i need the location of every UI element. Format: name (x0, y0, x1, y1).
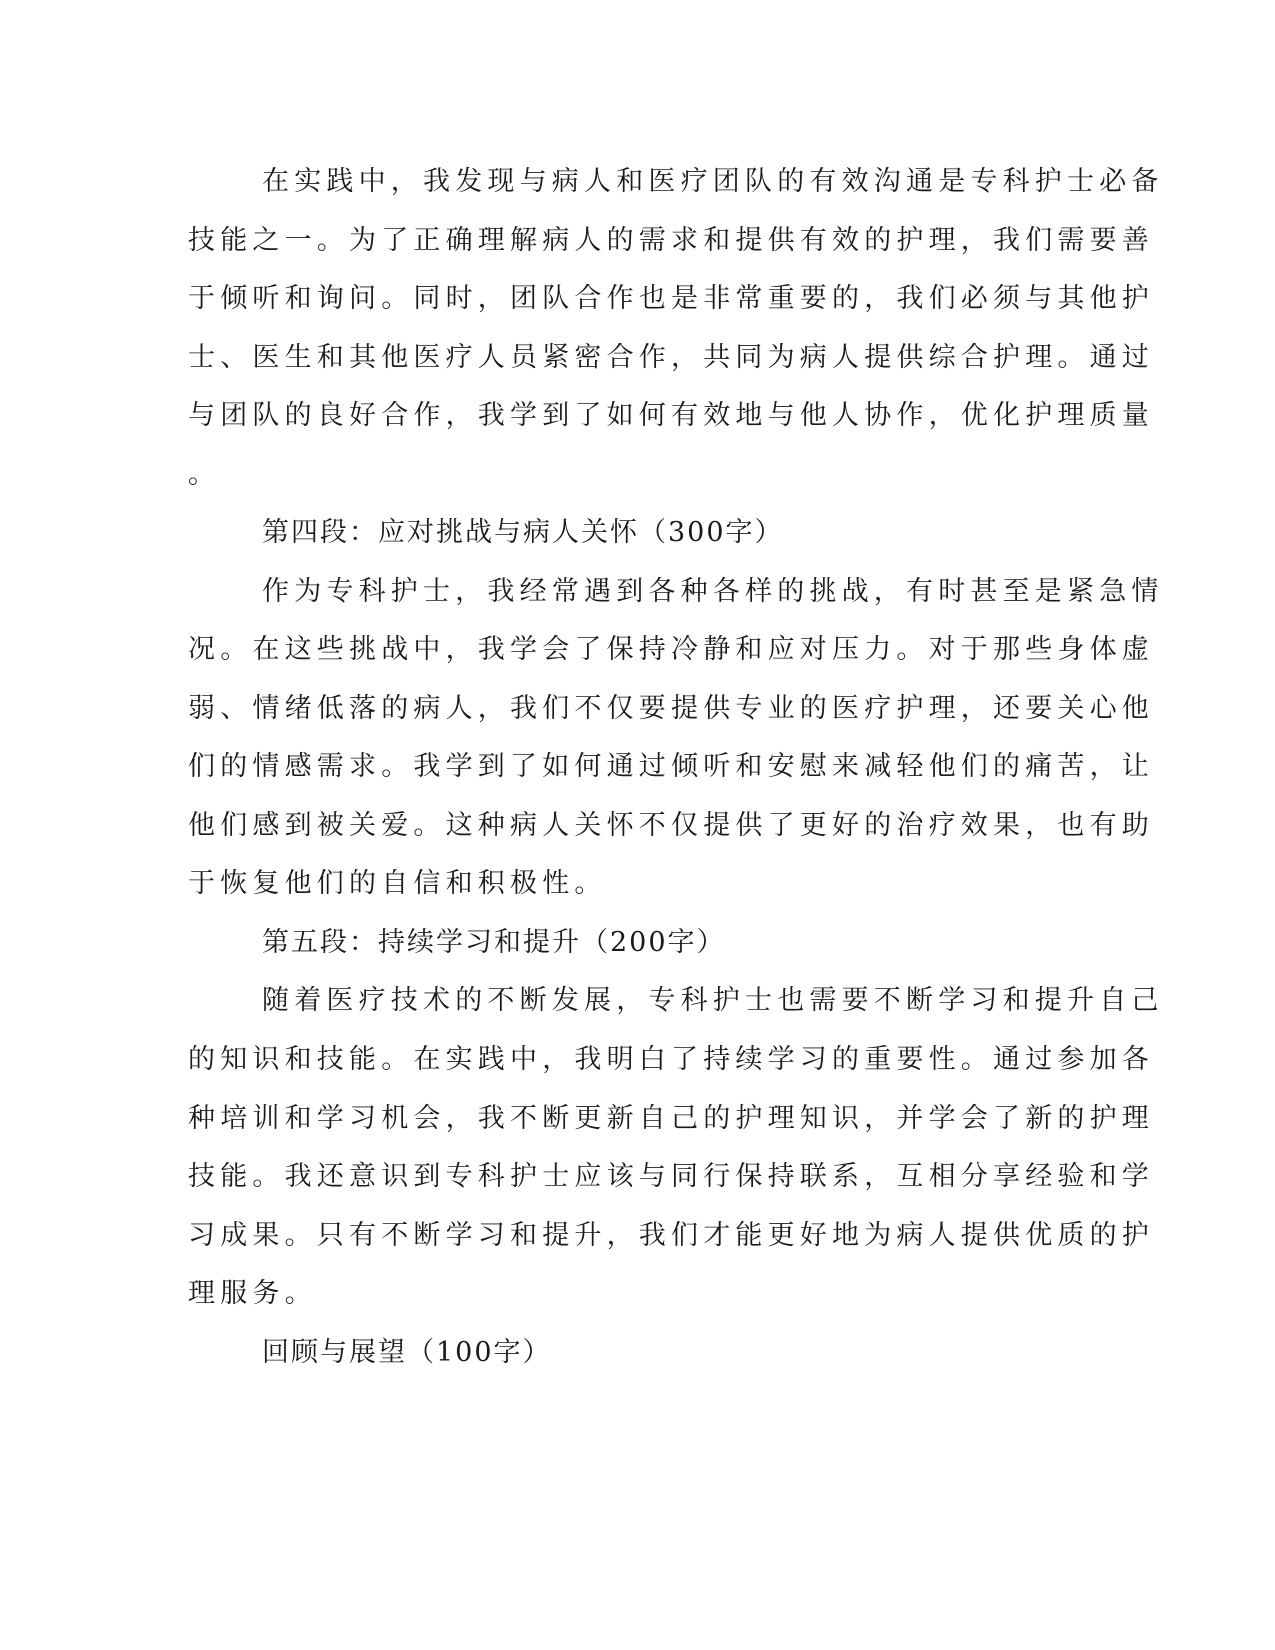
paragraph-line: 弱、情绪低落的病人，我们不仅要提供专业的医疗护理，还要关心他 (188, 693, 1154, 724)
paragraph-line: 技能之一。为了正确理解病人的需求和提供有效的护理，我们需要善 (188, 225, 1154, 256)
section-heading: 第四段：应对挑战与病人关怀（300字） (262, 517, 784, 548)
paragraph-line: 在实践中，我发现与病人和医疗团队的有效沟通是专科护士必备 (262, 166, 1164, 197)
paragraph-line: 们的情感需求。我学到了如何通过倾听和安慰来减轻他们的痛苦，让 (188, 751, 1154, 782)
paragraph-line: 种培训和学习机会，我不断更新自己的护理知识，并学会了新的护理 (188, 1103, 1154, 1134)
paragraph-line: 作为专科护士，我经常遇到各种各样的挑战，有时甚至是紧急情 (262, 576, 1164, 607)
section-heading: 第五段：持续学习和提升（200字） (262, 927, 726, 958)
paragraph-line: 他们感到被关爱。这种病人关怀不仅提供了更好的治疗效果，也有助 (188, 810, 1154, 841)
paragraph-line: 士、医生和其他医疗人员紧密合作，共同为病人提供综合护理。通过 (188, 342, 1154, 373)
paragraph-line: 况。在这些挑战中，我学会了保持冷静和应对压力。对于那些身体虚 (188, 634, 1154, 665)
paragraph-line: 与团队的良好合作，我学到了如何有效地与他人协作，优化护理质量 (188, 400, 1154, 431)
paragraph-line: 随着医疗技术的不断发展，专科护士也需要不断学习和提升自己 (262, 985, 1164, 1016)
paragraph-line: 于恢复他们的自信和积极性。 (188, 868, 607, 899)
section-heading: 回顾与展望（100字） (262, 1337, 552, 1368)
paragraph-line: 于倾听和询问。同时，团队合作也是非常重要的，我们必须与其他护 (188, 283, 1154, 314)
paragraph-line: 技能。我还意识到专科护士应该与同行保持联系，互相分享经验和学 (188, 1161, 1154, 1192)
paragraph-line: 理服务。 (188, 1278, 317, 1309)
paragraph-line: 习成果。只有不断学习和提升，我们才能更好地为病人提供优质的护 (188, 1220, 1154, 1251)
paragraph-line: 。 (188, 459, 221, 490)
paragraph-line: 的知识和技能。在实践中，我明白了持续学习的重要性。通过参加各 (188, 1044, 1154, 1075)
